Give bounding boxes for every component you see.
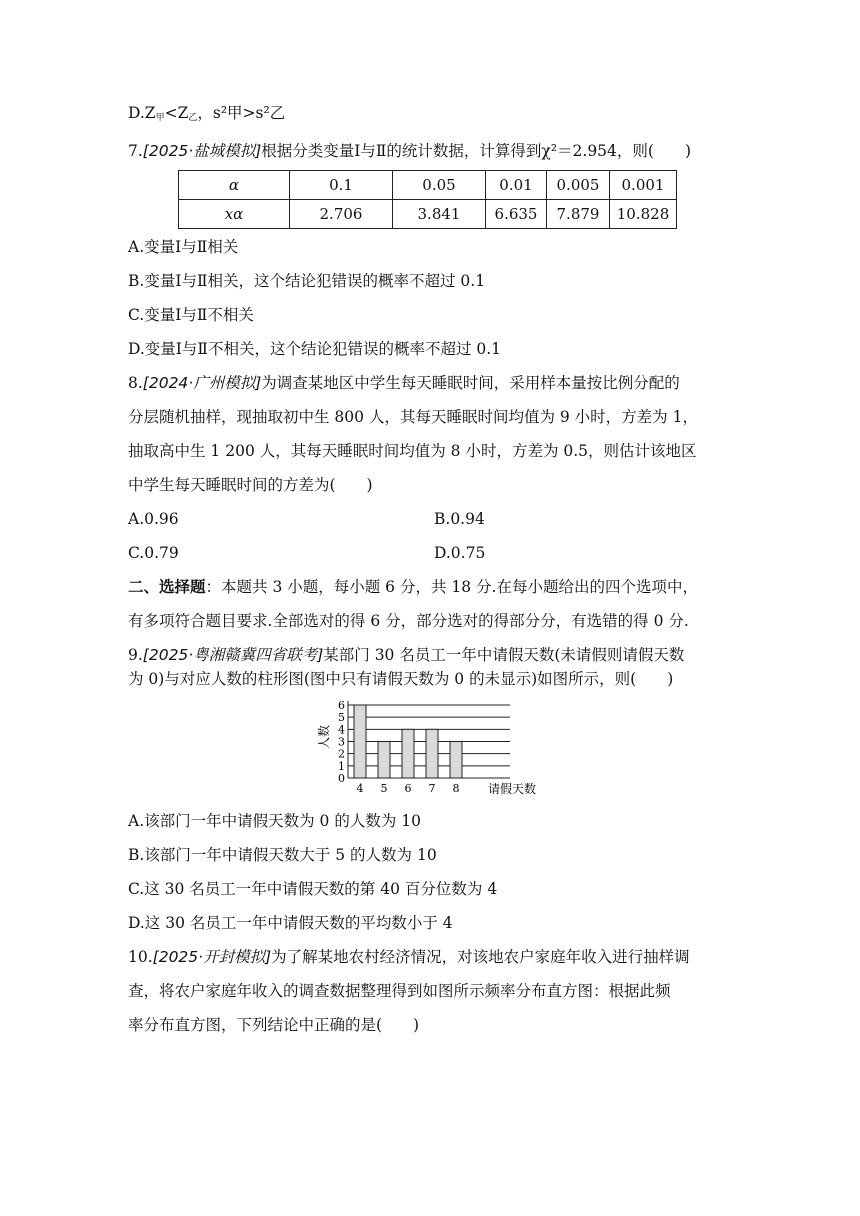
table-cell: 3.841 <box>393 200 486 229</box>
bar <box>426 729 438 778</box>
table-head-alpha: α <box>179 171 290 200</box>
q9-stem-line-2: 为 0)与对应人数的柱形图(图中只有请假天数为 0 的未显示)如图所示，则( ) <box>128 670 674 688</box>
q8-stem-line-1 <box>128 372 680 394</box>
chart-x-label: 请假天数 <box>488 782 537 796</box>
q6-d-sub1: 甲 <box>155 113 165 123</box>
q6-d-sub2: 乙 <box>188 113 198 123</box>
q9-option-b: B.该部门一年中请假天数大于 5 的人数为 10 <box>128 846 437 864</box>
q6-d-tail: ，s²甲>s²乙 <box>197 104 286 122</box>
q9-stem-line-1 <box>128 644 684 666</box>
bar <box>402 729 414 778</box>
section2-text: ：本题共 3 小题，每小题 6 分，共 18 分.在每小题给出的四个选项中， <box>205 578 698 596</box>
q8-option-b: B.0.94 <box>434 510 485 528</box>
y-tick-label: 5 <box>338 711 345 725</box>
q8-source: [2024·广州模拟] <box>142 374 262 392</box>
q9-option-a: A.该部门一年中请假天数为 0 的人数为 10 <box>128 812 421 830</box>
section2-title: 二、选择题 <box>128 578 206 596</box>
q8-option-a: A.0.96 <box>128 510 179 528</box>
leave-days-bar-chart <box>310 695 560 800</box>
q9-option-c: C.这 30 名员工一年中请假天数的第 40 百分位数为 4 <box>128 880 498 898</box>
table-cell: 10.828 <box>610 200 677 229</box>
y-tick-label: 2 <box>338 747 345 761</box>
q7-option-d: D.变量Ⅰ与Ⅱ不相关，这个结论犯错误的概率不超过 0.1 <box>128 340 502 358</box>
x-tick-label: 4 <box>356 782 364 795</box>
q6-d-mid: <Z <box>164 104 189 122</box>
y-tick-label: 4 <box>338 723 345 737</box>
q9-source: [2025·粤湘赣冀四省联考] <box>142 646 324 664</box>
q8-stem-line-3: 抽取高中生 1 200 人，其每天睡眠时间均值为 8 小时，方差为 0.5，则估计该地区 <box>128 442 697 460</box>
q8-stem-line-2: 分层随机抽样，现抽取初中生 800 人，其每天睡眠时间均值为 9 小时，方差为 1， <box>128 408 698 426</box>
q10-text: 为了解某地农村经济情况，对该地农户家庭年收入进行抽样调 <box>271 948 690 966</box>
table-cell: 0.05 <box>393 171 486 200</box>
q9-number: 9. <box>128 646 143 664</box>
x-tick-label: 7 <box>428 782 436 795</box>
q7-option-a: A.变量Ⅰ与Ⅱ相关 <box>128 238 239 256</box>
y-tick-label: 0 <box>338 772 345 785</box>
table-cell: 0.01 <box>486 171 547 200</box>
q9-text: 某部门 30 名员工一年中请假天数(未请假则请假天数 <box>323 646 685 664</box>
table-cell: 0.001 <box>610 171 677 200</box>
x-tick-label: 8 <box>452 782 460 795</box>
table-cell: 7.879 <box>547 200 610 229</box>
q7-option-b: B.变量Ⅰ与Ⅱ相关，这个结论犯错误的概率不超过 0.1 <box>128 272 486 290</box>
section2-heading <box>128 576 698 598</box>
q10-number: 10. <box>128 948 153 966</box>
q8-option-c: C.0.79 <box>128 544 179 562</box>
chart-x-ticks <box>357 782 460 795</box>
table-row-x <box>179 200 677 229</box>
table-head-x: xα <box>179 200 290 229</box>
chart-y-ticks <box>338 699 345 785</box>
section2-line-2: 有多项符合题目要求.全部选对的得 6 分，部分选对的得部分分，有选错的得 0 分. <box>128 612 689 630</box>
q7-option-c: C.变量Ⅰ与Ⅱ不相关 <box>128 306 254 324</box>
q6-option-d <box>128 102 285 129</box>
table-row-alpha <box>179 171 677 200</box>
q7-text: 根据分类变量Ⅰ与Ⅱ的统计数据，计算得到χ²＝2.954，则( ) <box>261 142 691 160</box>
q7-source: [2025·盐城模拟] <box>142 142 262 160</box>
y-tick-label: 3 <box>338 735 345 749</box>
q10-stem-line-1 <box>128 946 690 968</box>
table-cell: 6.635 <box>486 200 547 229</box>
y-tick-label: 6 <box>338 699 345 712</box>
q8-text: 为调查某地区中学生每天睡眠时间，采用样本量按比例分配的 <box>261 374 680 392</box>
q7-stem <box>128 140 691 162</box>
chart-y-label: 人数 <box>317 724 331 750</box>
x-tick-label: 6 <box>404 782 412 795</box>
x-tick-label: 5 <box>380 782 388 795</box>
q9-option-d: D.这 30 名员工一年中请假天数的平均数小于 4 <box>128 914 453 932</box>
q8-stem-line-4: 中学生每天睡眠时间的方差为( ) <box>128 476 373 494</box>
q6-d-text: D.Z <box>128 104 156 122</box>
bar <box>378 742 390 779</box>
q10-source: [2025·开封模拟] <box>152 948 272 966</box>
q8-option-d: D.0.75 <box>434 544 486 562</box>
table-cell: 2.706 <box>290 200 393 229</box>
q7-number: 7. <box>128 142 143 160</box>
q8-number: 8. <box>128 374 143 392</box>
q10-stem-line-3: 率分布直方图，下列结论中正确的是( ) <box>128 1016 420 1034</box>
table-cell: 0.1 <box>290 171 393 200</box>
chi-square-critical-table <box>178 170 677 229</box>
y-tick-label: 1 <box>338 759 345 773</box>
bar <box>354 705 366 778</box>
bar <box>450 742 462 779</box>
table-cell: 0.005 <box>547 171 610 200</box>
q10-stem-line-2: 查，将农户家庭年收入的调查数据整理得到如图所示频率分布直方图：根据此频 <box>128 982 671 1000</box>
